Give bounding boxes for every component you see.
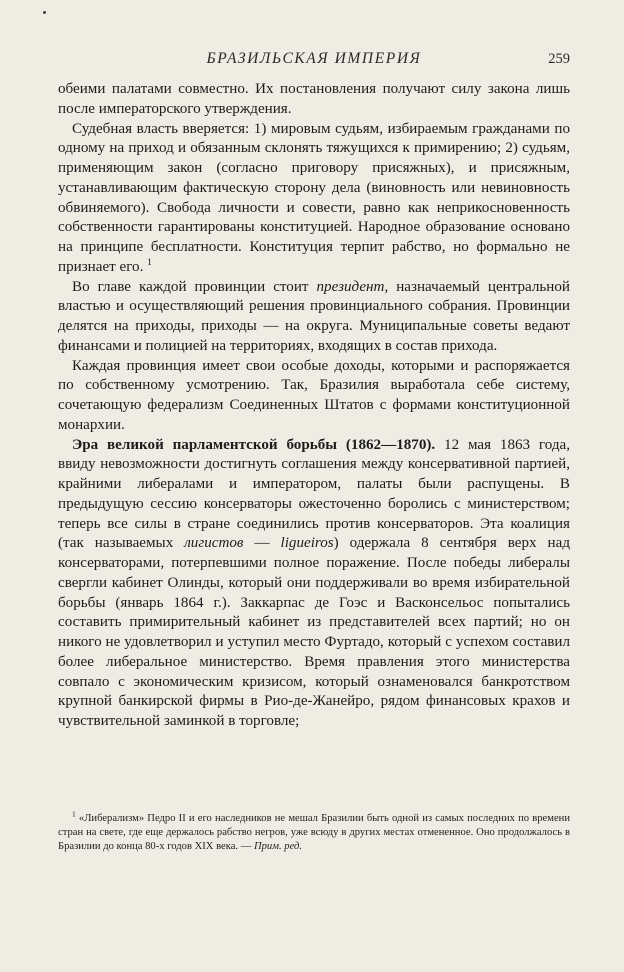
running-title: БРАЗИЛЬСКАЯ ИМПЕРИЯ bbox=[206, 50, 422, 67]
main-text bbox=[58, 80, 570, 732]
paragraph-1 bbox=[58, 80, 570, 120]
footnote-ref: 1 bbox=[147, 257, 152, 268]
paragraph-5 bbox=[58, 436, 570, 732]
paragraph-2-text: Судебная власть вверяется: 1) мировым судьям, избираемым гражданами по одному на приход и обязанным склонять тяжущихся к примирению; 2) судьям, применяющим закон (согласно приговору присяжных), и присяжным, устанавливающим фактическую сторону дела (виновность или невиновность обвиняемого). Свобода личности и совести, равно как неприкосновенность собственности гарантированы конституцией. Народное образование основано на принципе бесплатности. Конституция терпит рабство, но формально не признает его. bbox=[58, 120, 570, 275]
footnote-attribution: Прим. ред. bbox=[253, 841, 303, 853]
footnote bbox=[58, 809, 570, 855]
footnote-marker: 1 bbox=[72, 809, 76, 819]
page-number: 259 bbox=[548, 51, 570, 67]
footnote-text: «Либерализм» Педро II и его наследников не мешал Бразилии быть одной из самых последних по времени стран на свете, где еще держалось рабство негров, уже всюду в других местах отмененное. Оно продолжалось в Бразилии до конца 80-х годов XIX века. — bbox=[58, 813, 570, 853]
paragraph-3-italic: президент bbox=[316, 278, 385, 295]
paragraph-5-text-b: — bbox=[243, 535, 281, 552]
print-speck bbox=[43, 11, 46, 14]
page-header bbox=[58, 50, 570, 72]
paragraph-3-text-a: Во главе каждой провинции стоит bbox=[72, 278, 317, 295]
paragraph-3-text-b: , назначаемый центральной властью и осуществляющий решения провинциального собрания. Провинции делятся на приходы, приходы — на округа. Муниципальные советы ведают финансами и полицией на территориях, входящих в состав прихода. bbox=[58, 278, 570, 354]
paragraph-5-italic-1: лигистов bbox=[184, 535, 244, 552]
section-heading: Эра великой парламентской борьбы (1862—1870). bbox=[72, 436, 436, 453]
paragraph-5-italic-2: ligueiros bbox=[280, 535, 334, 552]
paragraph-5-text-c: ) одержала 8 сентября верх над консерваторами, потерпевшими полное поражение. После победы либералы свергли кабинет Олинды, который они поддерживали во время избирательной борьбы (январь 1864 г.). Заккарпас де Гоэс и Васконсельос попытались составить примирительный кабинет из представителей всех партий; но он никого не удовлетворил и уступил место Фуртадо, который с успехом составил более либеральное министерство. Время правления этого министерства совпало с экономическим кризисом, который ознаменовался банкротством крупной банкирской фирмы в Рио-де-Жанейро, рядом финансовых крахов и чувствительной заминкой в торговле; bbox=[58, 535, 570, 729]
paragraph-1-text: обеими палатами совместно. Их постановления получают силу закона лишь после императорского утверждения. bbox=[58, 81, 570, 117]
paragraph-4 bbox=[58, 357, 570, 436]
paragraph-2 bbox=[58, 120, 570, 278]
paragraph-4-text: Каждая провинция имеет свои особые доходы, которыми и распоряжается по собственному усмотрению. Так, Бразилия выработала себе систему, сочетающую федерализм Соединенных Штатов с формами конституционной монархии. bbox=[58, 357, 570, 433]
paragraph-5-text-a: 12 мая 1863 года, ввиду невозможности достигнуть соглашения между консервативной партией, крайними либералами и императором, палаты были распущены. В предыдущую сессию консерваторы ожесточенно боролись с министерством; теперь все силы в стране соединились против консерваторов. Эта коалиция (так называемых bbox=[58, 436, 570, 552]
paragraph-3 bbox=[58, 278, 570, 357]
